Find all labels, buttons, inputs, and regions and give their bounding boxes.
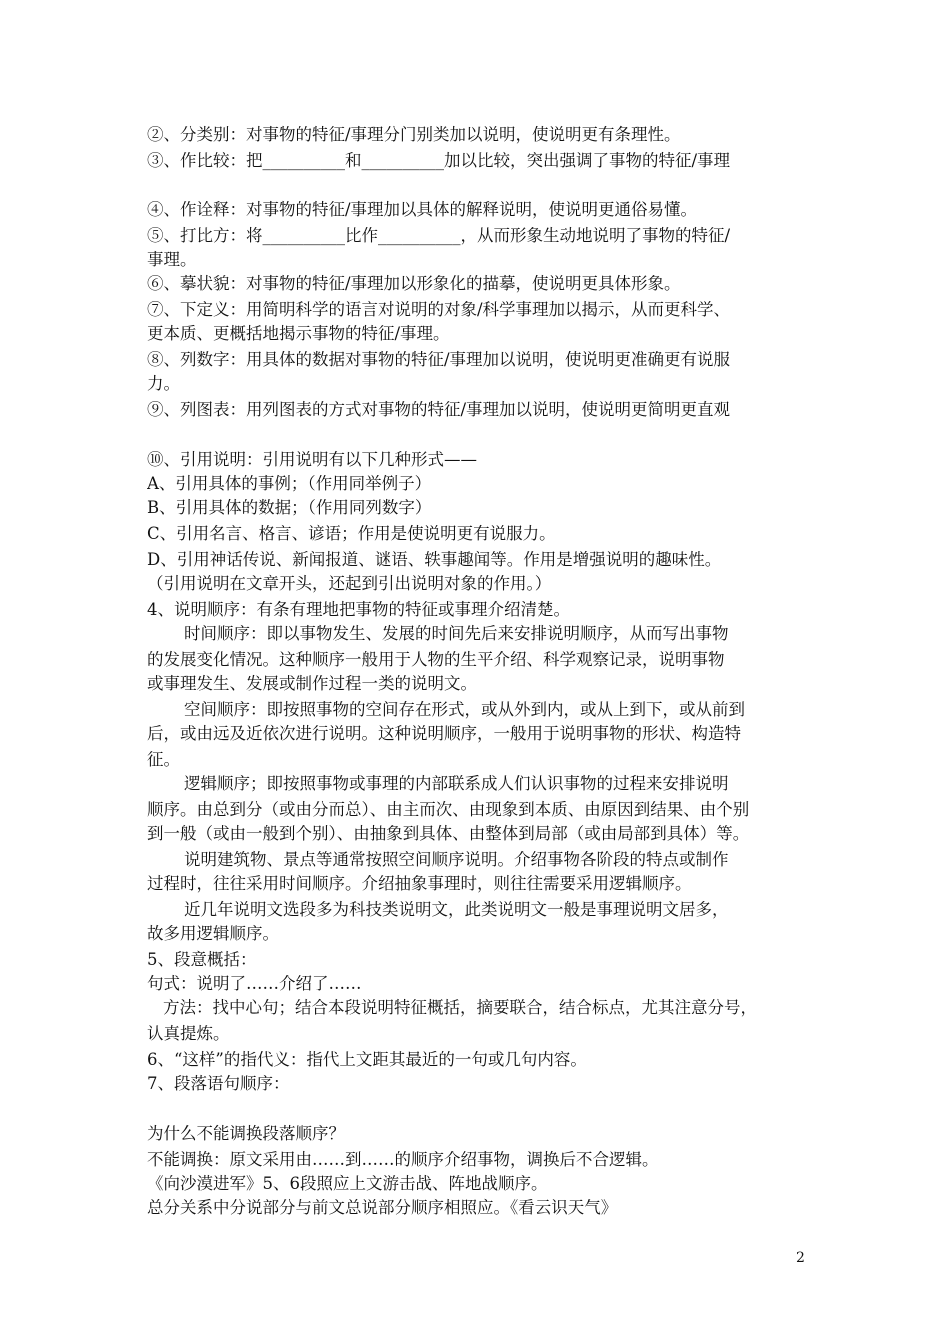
text-line: 过程时，往往采用时间顺序。介绍抽象事理时，则往往需要采用逻辑顺序。 bbox=[147, 874, 692, 893]
text-line: D、引用神话传说、新闻报道、谜语、轶事趣闻等。作用是增强说明的趣味性。 bbox=[147, 550, 722, 569]
text-line: 事理。 bbox=[147, 250, 197, 269]
text-line: 不能调换：原文采用由……到……的顺序介绍事物，调换后不合逻辑。 bbox=[147, 1150, 659, 1169]
text-line: B、引用具体的数据；（作用同列数字） bbox=[147, 498, 432, 517]
text-line: 6、“这样”的指代义：指代上文距其最近的一句或几句内容。 bbox=[147, 1050, 587, 1069]
text-line: 近几年说明文选段多为科技类说明文，此类说明文一般是事理说明文居多， bbox=[184, 900, 729, 919]
text-line: 空间顺序：即按照事物的空间存在形式，或从外到内，或从上到下，或从前到 bbox=[184, 700, 745, 719]
text-line: 说明建筑物、景点等通常按照空间顺序说明。介绍事物各阶段的特点或制作 bbox=[184, 850, 729, 869]
text-line: ⑥、摹状貌：对事物的特征/事理加以形象化的描摹，使说明更具体形象。 bbox=[147, 274, 681, 293]
text-line: 4、说明顺序：有条有理地把事物的特征或事理介绍清楚。 bbox=[147, 600, 570, 619]
text-line: 到一般（或由一般到个别）、由抽象到具体、由整体到局部（或由局部到具体）等。 bbox=[147, 824, 750, 843]
text-line: 后，或由远及近依次进行说明。这种说明顺序，一般用于说明事物的形状、构造特 bbox=[147, 724, 741, 743]
text-line: ⑧、列数字：用具体的数据对事物的特征/事理加以说明，使说明更准确更有说服 bbox=[147, 350, 731, 369]
text-line: ⑩、引用说明：引用说明有以下几种形式—— bbox=[147, 450, 477, 469]
text-line: 力。 bbox=[147, 374, 180, 393]
text-line: 的发展变化情况。这种顺序一般用于人物的生平介绍、科学观察记录，说明事物 bbox=[147, 650, 725, 669]
text-line: A、引用具体的事例；（作用同举例子） bbox=[147, 474, 432, 493]
text-line: 句式：说明了……介绍了…… bbox=[147, 974, 362, 993]
text-line: 更本质、更概括地揭示事物的特征/事理。 bbox=[147, 324, 450, 343]
text-line: 《向沙漠进军》5、6段照应上文游击战、阵地战顺序。 bbox=[147, 1174, 548, 1193]
text-line: 方法：找中心句；结合本段说明特征概括，摘要联合，结合标点，尤其注意分号， bbox=[163, 998, 757, 1017]
text-line: ⑤、打比方：将__________比作__________，从而形象生动地说明了事物的特征/ bbox=[147, 226, 731, 245]
text-line: 征。 bbox=[147, 750, 180, 769]
text-line: ③、作比较：把__________和__________加以比较，突出强调了事物的特征/事理 bbox=[147, 151, 731, 170]
text-line: ⑨、列图表：用列图表的方式对事物的特征/事理加以说明，使说明更简明更直观 bbox=[147, 400, 731, 419]
text-line: ②、分类别：对事物的特征/事理分门别类加以说明，使说明更有条理性。 bbox=[147, 125, 681, 144]
text-line: 或事理发生、发展或制作过程一类的说明文。 bbox=[147, 674, 477, 693]
text-line: ⑦、下定义：用简明科学的语言对说明的对象/科学事理加以揭示，从而更科学、 bbox=[147, 300, 731, 319]
text-line: 顺序。由总到分（或由分而总）、由主而次、由现象到本质、由原因到结果、由个别 bbox=[147, 800, 750, 819]
text-line: 7、段落语句顺序： bbox=[147, 1074, 290, 1093]
text-line: 逻辑顺序；即按照事物或事理的内部联系成人们认识事物的过程来安排说明 bbox=[184, 774, 729, 793]
text-line: （引用说明在文章开头，还起到引出说明对象的作用。） bbox=[147, 574, 552, 593]
text-line: 5、段意概括： bbox=[147, 950, 257, 969]
text-line: 为什么不能调换段落顺序？ bbox=[147, 1124, 345, 1143]
text-line: C、引用名言、格言、谚语；作用是使说明更有说服力。 bbox=[147, 524, 556, 543]
text-line: 总分关系中分说部分与前文总说部分顺序相照应。《看云识天气》 bbox=[147, 1198, 618, 1217]
page-number: 2 bbox=[796, 1250, 805, 1266]
text-line: 时间顺序：即以事物发生、发展的时间先后来安排说明顺序，从而写出事物 bbox=[184, 624, 729, 643]
text-line: 认真提炼。 bbox=[147, 1024, 230, 1043]
text-line: 故多用逻辑顺序。 bbox=[147, 924, 279, 943]
text-line: ④、作诠释：对事物的特征/事理加以具体的解释说明，使说明更通俗易懂。 bbox=[147, 200, 698, 219]
